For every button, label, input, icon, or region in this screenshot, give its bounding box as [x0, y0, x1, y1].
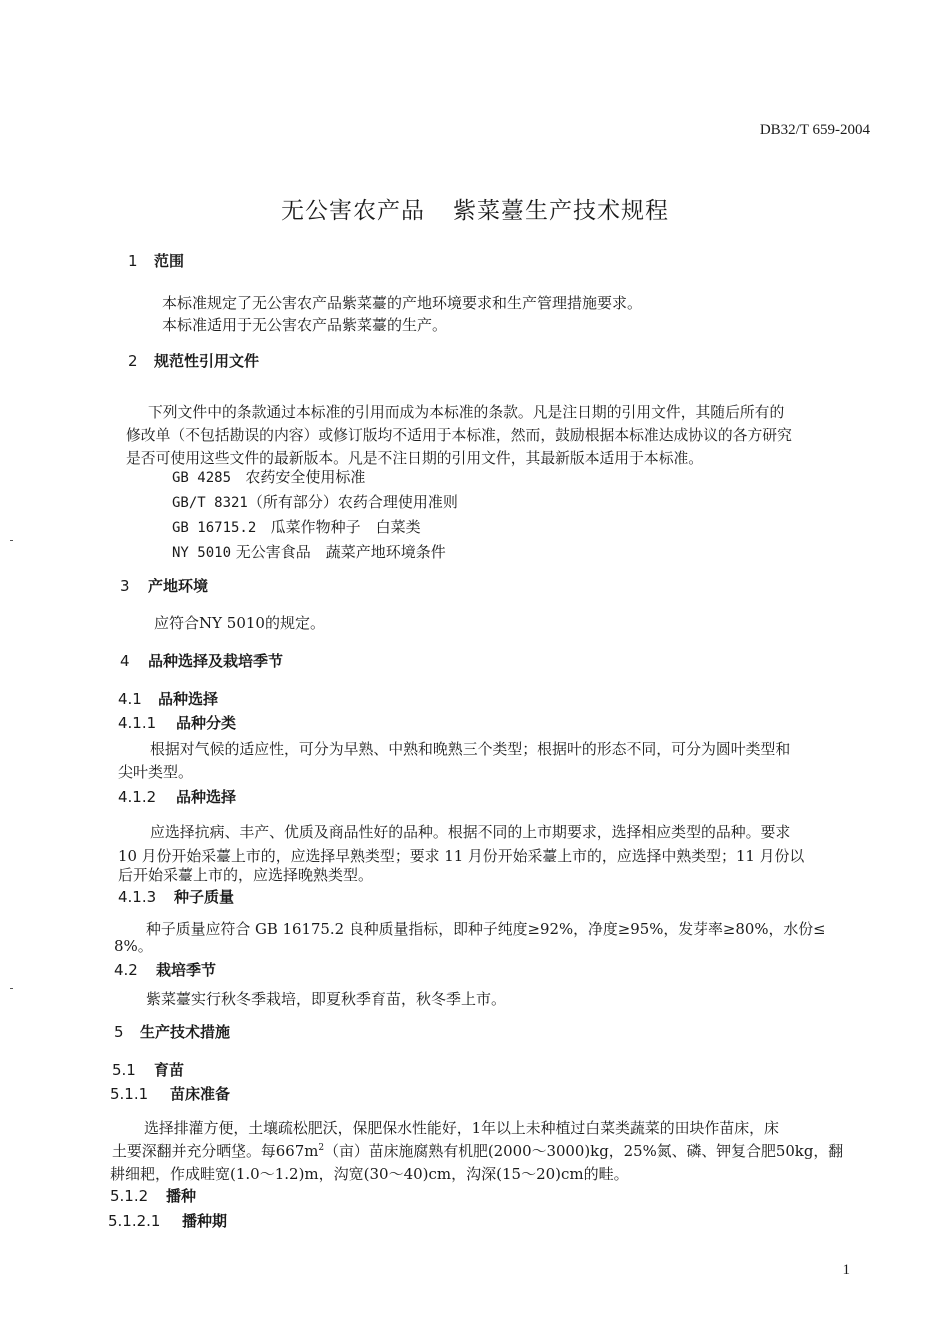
section-1-para-1: 本标准规定了无公害农产品紫菜薹的产地环境要求和生产管理措施要求。	[162, 294, 643, 312]
section-4-1-2-line-3: 后开始采薹上市的，应选择晚熟类型。	[118, 866, 374, 884]
page-number: 1	[842, 1262, 850, 1278]
section-5-1-heading: 5.1 育苗	[112, 1061, 185, 1079]
section-3-heading: 3 产地环境	[120, 577, 209, 595]
section-1-heading: 1 范围	[128, 252, 185, 270]
section-5-1-2-1-heading: 5.1.2.1 播种期	[108, 1212, 228, 1230]
section-4-heading: 4 品种选择及栽培季节	[120, 652, 284, 670]
section-5-1-1-line-1: 选择排灌方便，土壤疏松肥沃，保肥保水性能好，1年以上未种植过白菜类蔬菜的田块作苗床，床	[144, 1119, 779, 1137]
section-4-2-para: 紫菜薹实行秋冬季栽培，即夏秋季育苗，秋冬季上市。	[146, 990, 507, 1008]
title-part-2: 紫菜薹生产技术规程	[453, 198, 669, 224]
reference-item: NY 5010 无公害食品 蔬菜产地环境条件	[172, 543, 446, 561]
section-4-1-3-line-2: 8%。	[114, 937, 153, 955]
section-5-1-2-heading: 5.1.2 播种	[110, 1187, 197, 1205]
section-1-para-2: 本标准适用于无公害农产品紫菜薹的生产。	[162, 316, 448, 334]
scan-speck	[10, 988, 13, 989]
title-part-1: 无公害农产品	[281, 198, 425, 224]
section-4-1-2-line-1: 应选择抗病、丰产、优质及商品性好的品种。根据不同的上市期要求，选择相应类型的品种。要求	[150, 823, 791, 841]
section-4-1-2-line-2: 10 月份开始采薹上市的，应选择早熟类型；要求 11 月份开始采薹上市的，应选择中熟类型；11 月份以	[118, 847, 805, 865]
standard-code: DB32/T 659-2004	[759, 122, 870, 138]
document-title	[0, 192, 950, 225]
section-3-para: 应符合NY 5010的规定。	[154, 614, 325, 632]
section-4-1-1-line-2: 尖叶类型。	[118, 763, 194, 781]
section-4-1-2-heading: 4.1.2 品种选择	[118, 788, 237, 806]
section-5-heading: 5 生产技术措施	[114, 1023, 231, 1041]
section-4-1-1-line-1: 根据对气候的适应性，可分为早熟、中熟和晚熟三个类型；根据叶的形态不同，可分为圆叶类型和	[150, 740, 791, 758]
section-4-1-heading: 4.1 品种选择	[118, 690, 219, 708]
section-2-line-2: 修改单（不包括勘误的内容）或修订版均不适用于本标准，然而，鼓励根据本标准达成协议的各方研究	[126, 427, 792, 444]
section-4-1-3-line-1: 种子质量应符合 GB 16175.2 良种质量指标，即种子纯度≥92%，净度≥95%，发芽率≥80%，水份≤	[146, 920, 826, 938]
reference-item: GB 4285 农药安全使用标准	[172, 468, 366, 486]
section-2-line-1: 下列文件中的条款通过本标准的引用而成为本标准的条款。凡是注日期的引用文件，其随后所有的	[148, 404, 785, 421]
scan-speck	[10, 540, 13, 541]
section-2-heading: 2 规范性引用文件	[128, 352, 260, 370]
section-4-1-3-heading: 4.1.3 种子质量	[118, 888, 235, 906]
section-5-1-1-heading: 5.1.1 苗床准备	[110, 1085, 231, 1103]
section-4-2-heading: 4.2 栽培季节	[114, 961, 217, 979]
section-5-1-1-line-3: 耕细耙，作成畦宽(1.0～1.2)m，沟宽(30～40)cm，沟深(15～20)cm的畦。	[110, 1165, 629, 1183]
reference-item: GB 16715.2 瓜菜作物种子 白菜类	[172, 518, 421, 536]
reference-item: GB/T 8321（所有部分）农药合理使用准则	[172, 493, 458, 511]
section-4-1-1-heading: 4.1.1 品种分类	[118, 714, 237, 732]
section-2-line-3: 是否可使用这些文件的最新版本。凡是不注日期的引用文件，其最新版本适用于本标准。	[126, 450, 704, 467]
section-5-1-1-line-2: 土要深翻并充分晒垡。每$667m^2$（亩）苗床施腐熟有机肥(2000～3000)kg，25%氮、磷、钾复合肥50kg，翻	[112, 1142, 844, 1160]
